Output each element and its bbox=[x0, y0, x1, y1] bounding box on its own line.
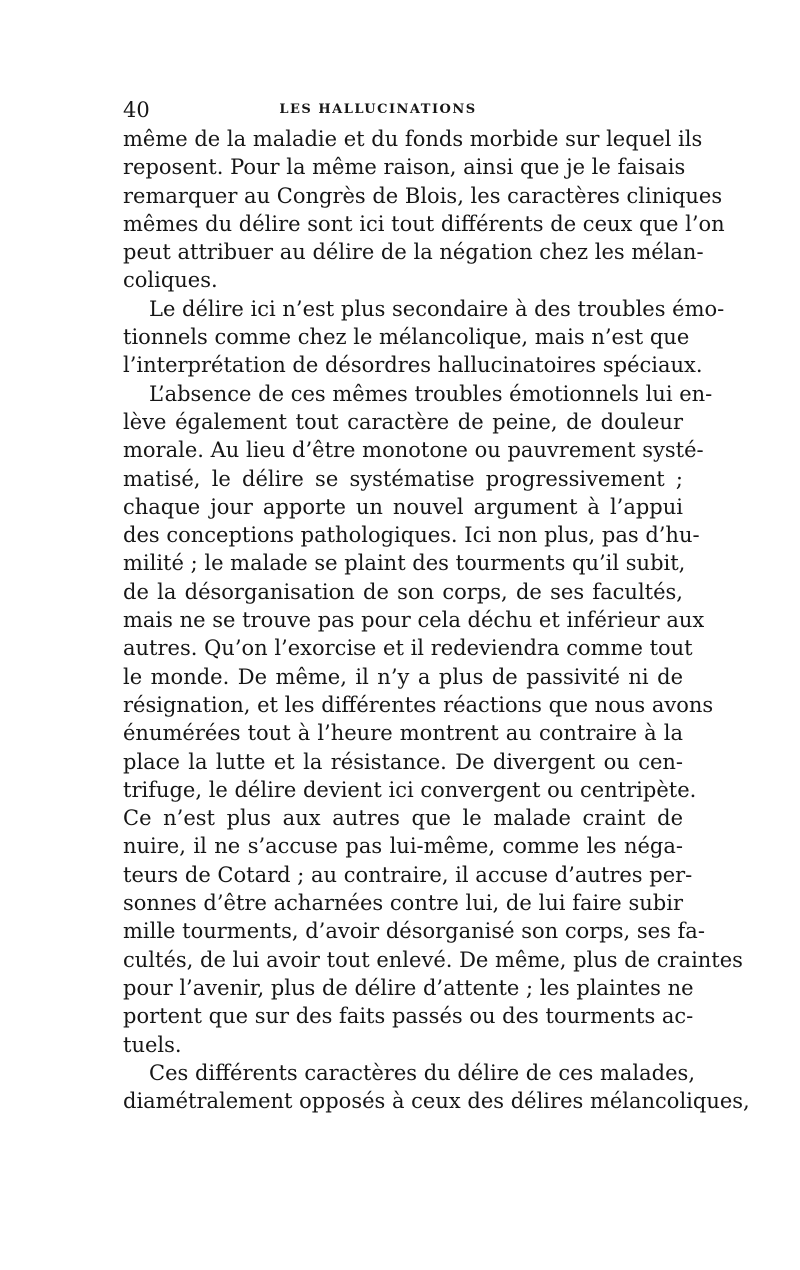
text-line: teurs de Cotard ; au contraire, il accuse d’autres per- bbox=[123, 862, 693, 887]
text-line: pour l’avenir, plus de délire d’attente ; les plaintes ne bbox=[123, 975, 694, 1000]
text-line: morale. Au lieu d’être monotone ou pauvrement systé- bbox=[123, 438, 704, 463]
text-line: tuels. bbox=[123, 1032, 182, 1057]
text-line: résignation, et les différentes réactions que nous avons bbox=[123, 692, 714, 717]
text-line: Le délire ici n’est plus secondaire à des troubles émo- bbox=[149, 296, 725, 321]
text-line: chaque jour apporte un nouvel argument à l’appui bbox=[123, 494, 683, 519]
text-line: des conceptions pathologiques. Ici non plus, pas d’hu- bbox=[123, 523, 700, 548]
running-header bbox=[123, 96, 681, 126]
text-line: L’absence de ces mêmes troubles émotionnels lui en- bbox=[149, 381, 713, 406]
text-line: matisé, le délire se systématise progressivement ; bbox=[123, 466, 683, 491]
text-line: l’interprétation de désordres hallucinatoires spéciaux. bbox=[123, 353, 703, 378]
text-line: autres. Qu’on l’exorcise et il redeviendra comme tout bbox=[123, 636, 693, 661]
text-line: Ces différents caractères du délire de ces malades, bbox=[149, 1060, 695, 1085]
text-line: Ce n’est plus aux autres que le malade craint de bbox=[123, 806, 683, 831]
text-line: mille tourments, d’avoir désorganisé son corps, ses fa- bbox=[123, 919, 705, 944]
text-line: énumérées tout à l’heure montrent au contraire à la bbox=[123, 721, 683, 746]
text-line: même de la maladie et du fonds morbide sur lequel ils bbox=[123, 127, 703, 151]
text-line: cultés, de lui avoir tout enlevé. De même, plus de craintes bbox=[123, 947, 743, 972]
text-line: diamétralement opposés à ceux des délires mélancoliques, bbox=[123, 1089, 750, 1114]
text-line: mais ne se trouve pas pour cela déchu et inférieur aux bbox=[123, 608, 705, 633]
text-line: de la désorganisation de son corps, de ses facultés, bbox=[123, 579, 683, 604]
text-line: coliques. bbox=[123, 268, 218, 293]
text-line: portent que sur des faits passés ou des tourments ac- bbox=[123, 1004, 694, 1029]
text-line: nuire, il ne s’accuse pas lui-même, comme les néga- bbox=[123, 834, 683, 859]
text-line: remarquer au Congrès de Blois, les caractères cliniques bbox=[123, 183, 723, 208]
body-text bbox=[123, 125, 750, 1115]
text-line: trifuge, le délire devient ici convergent ou centripète. bbox=[123, 777, 697, 802]
text-line: tionnels comme chez le mélancolique, mais n’est que bbox=[123, 325, 690, 350]
text-line: le monde. De même, il n’y a plus de passivité ni de bbox=[123, 664, 683, 689]
text-line: place la lutte et la résistance. De divergent ou cen- bbox=[123, 749, 683, 774]
text-line: peut attribuer au délire de la négation chez les mélan- bbox=[123, 240, 704, 265]
text-line: lève également tout caractère de peine, de douleur bbox=[123, 409, 683, 434]
text-line: sonnes d’être acharnées contre lui, de lui faire subir bbox=[123, 891, 683, 916]
page-number: 40 bbox=[123, 98, 150, 122]
running-title: LES HALLUCINATIONS bbox=[279, 102, 477, 117]
text-line: milité ; le malade se plaint des tourments qu’il subit, bbox=[123, 551, 686, 576]
text-line: mêmes du délire sont ici tout différents de ceux que l’on bbox=[123, 211, 725, 236]
text-line: reposent. Pour la même raison, ainsi que je le faisais bbox=[123, 155, 686, 180]
